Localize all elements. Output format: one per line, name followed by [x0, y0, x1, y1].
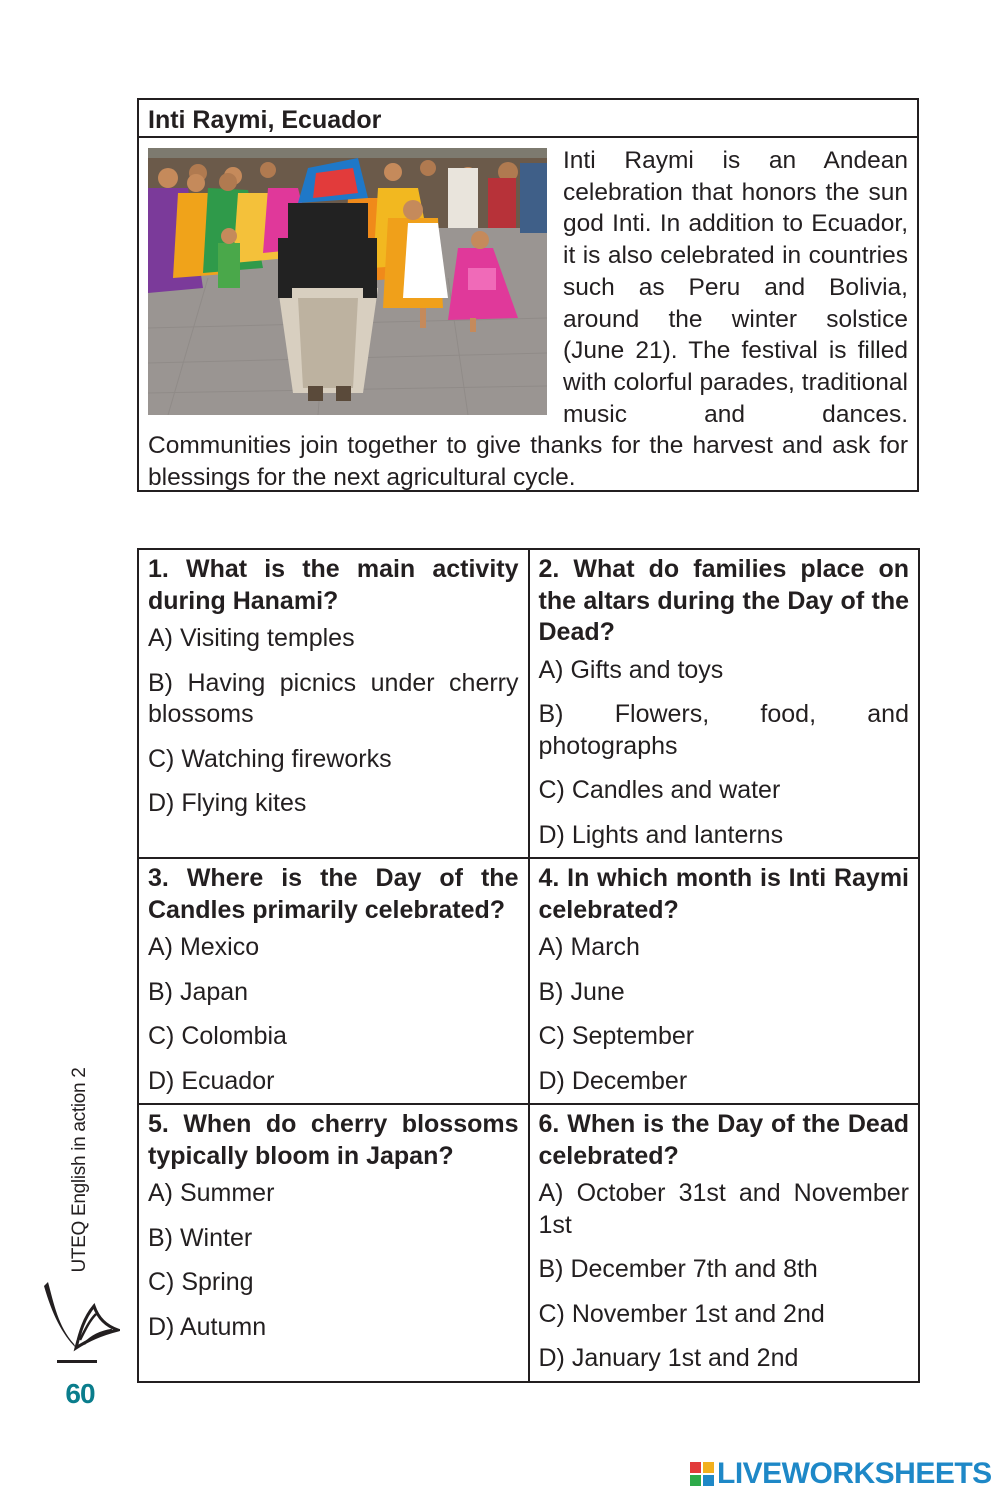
liveworksheets-logo	[690, 1456, 992, 1492]
liveworksheets-wordmark: LIVEWORKSHEETS	[717, 1457, 992, 1490]
info-paragraph: Inti Raymi is an Andean celebration that honors the sun god Inti. In addition to Ecuador, it is also celebrated in countries such as Peru and Bolivia, around the winter solstice (June 21). The festival is filled with colorful parades, traditional music and dances. Communities join together to give thanks for the harvest and ask for blessings for the next agricultural cycle.	[148, 147, 908, 492]
answer-option[interactable]: B) Flowers, food, and photographs	[538, 700, 909, 760]
answer-option[interactable]: A) March	[538, 933, 640, 961]
answer-option[interactable]: D) December	[538, 1066, 688, 1095]
page-number-rule	[57, 1360, 97, 1363]
logo-square	[703, 1462, 714, 1473]
logo-square	[690, 1475, 701, 1486]
answer-option[interactable]: B) Winter	[148, 1223, 253, 1252]
quiz-row	[138, 549, 919, 858]
open-book-icon	[40, 1274, 120, 1354]
answer-option[interactable]: D) Flying kites	[148, 789, 307, 817]
logo-square	[703, 1475, 714, 1486]
answer-option[interactable]: C) Colombia	[148, 1022, 287, 1050]
answer-option[interactable]: A) Visiting temples	[148, 624, 355, 652]
question-text: 3. Where is the Day of the Candles primarily celebrated?	[148, 864, 519, 924]
quiz-row	[138, 858, 919, 1104]
info-body	[139, 138, 917, 494]
answer-option[interactable]: A) Gifts and toys	[538, 655, 724, 684]
answer-option[interactable]: C) Candles and water	[538, 776, 781, 804]
answer-option[interactable]: C) Spring	[148, 1268, 254, 1296]
answer-option[interactable]: B) Japan	[148, 977, 249, 1006]
answer-option[interactable]: A) Mexico	[148, 933, 260, 961]
question-cell-1	[138, 549, 529, 858]
answer-option[interactable]: D) Autumn	[148, 1312, 267, 1341]
question-cell-6	[529, 1104, 920, 1382]
festival-photo-illustration	[148, 148, 547, 415]
question-cell-2	[529, 549, 920, 858]
answer-option[interactable]: A) Summer	[148, 1179, 275, 1207]
question-text: 6. When is the Day of the Dead celebrated?	[538, 1110, 909, 1170]
liveworksheets-grid-icon	[690, 1462, 714, 1486]
quiz-row	[138, 1104, 919, 1382]
question-cell-3	[138, 858, 529, 1104]
book-title: UTEQ English in action 2	[69, 1067, 90, 1273]
logo-square	[690, 1462, 701, 1473]
info-title: Inti Raymi, Ecuador	[139, 100, 917, 138]
answer-option[interactable]: C) September	[538, 1022, 695, 1050]
quiz-grid	[137, 548, 920, 1383]
answer-option[interactable]: B) Having picnics under cherry blossoms	[148, 668, 519, 728]
question-text: 5. When do cherry blossoms typically bloom in Japan?	[148, 1110, 519, 1170]
answer-option[interactable]: D) January 1st and 2nd	[538, 1344, 799, 1372]
page-number: 60	[65, 1378, 95, 1409]
festival-photo	[148, 148, 547, 415]
question-text: 4. In which month is Inti Raymi celebrated?	[538, 864, 909, 924]
answer-option[interactable]: D) Ecuador	[148, 1066, 275, 1095]
answer-option[interactable]: D) Lights and lanterns	[538, 820, 784, 849]
question-cell-4	[529, 858, 920, 1104]
answer-option[interactable]: B) December 7th and 8th	[538, 1255, 818, 1283]
answer-option[interactable]: B) June	[538, 977, 625, 1006]
answer-option[interactable]: C) November 1st and 2nd	[538, 1299, 825, 1328]
info-box	[137, 98, 919, 492]
answer-option[interactable]: C) Watching fireworks	[148, 744, 392, 773]
question-cell-5	[138, 1104, 529, 1382]
answer-option[interactable]: A) October 31st and November 1st	[538, 1179, 909, 1239]
question-text: 1. What is the main activity during Hanami?	[148, 555, 519, 615]
question-text: 2. What do families place on the altars during the Day of the Dead?	[538, 555, 909, 646]
